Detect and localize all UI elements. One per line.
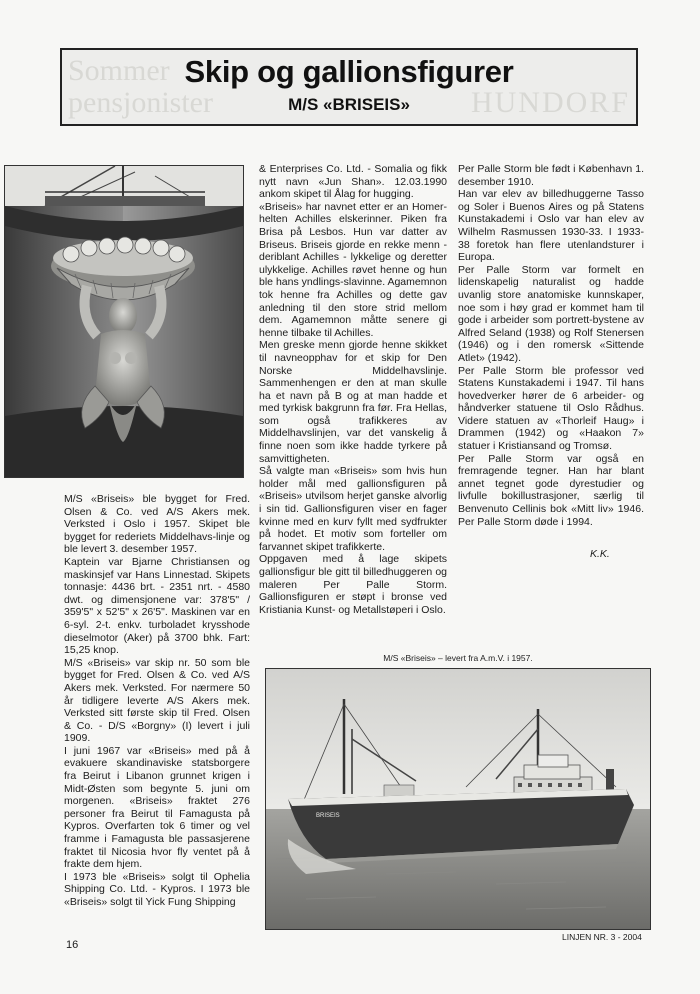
paragraph: Han var elev av billedhuggerne Tasso og Soler i Buenos Aires og på Statens Kunstakademi i Oslo var han elev av Wilhelm Rasmussen 1930-33. I 1933-38 foretok han flere utenlandsturer i Europa.	[458, 188, 644, 264]
paragraph: M/S «Briseis» ble bygget for Fred. Olsen & Co. ved A/S Akers mek. Verksted i Oslo i 1957. Skipet ble bygget for rederiets Middelhavs-linje og ble levert 3. desember 1957.	[64, 493, 250, 556]
paragraph: Per Palle Storm ble født i København 1. desember 1910.	[458, 163, 644, 188]
paragraph: Per Palle Storm ble professor ved Statens Kunstakademi i 1947. Til hans hovedverker hører de 6 arbeider- og håndverker statuene til Oslo Rådhus. Videre statuen av «Thorleif Haug» i Drammen (1942) og «Haakon 7» statuer i Kristiansand og Tromsø.	[458, 364, 644, 453]
paragraph: & Enterprises Co. Ltd. - Somalia og fikk nytt navn «Jun Shan». 12.03.1990 ankom skipet til Ålag for hugging.	[259, 163, 447, 201]
paragraph: «Briseis» har navnet etter er an Homer-helten Achilles elskerinner. Piken fra Brisa på Lesbos. Hun var datter av Briseus. Briseis gjorde en rekke menn - deriblant Achilles - lykkelige og deretter ulykkelige. Achilles røvet henne og hun ble hans yndlings-slavinne. Agamemnon tok henne fra Achilles og dette gav anledning til den store strid mellom dem. Agamemnon måtte senere gi henne tilbake til Achilles.	[259, 200, 447, 339]
paragraph: I 1973 ble «Briseis» solgt til Ophelia Shipping Co. Ltd. - Kypros. I 1973 ble «Briseis» solgt til Yick Fung Shipping	[64, 870, 250, 908]
ship-illustration	[266, 669, 650, 929]
article-column-2	[259, 163, 447, 616]
background-word: Sommer	[68, 54, 170, 87]
article-column-3	[458, 163, 644, 528]
hull-name-lettering: BRISEIS	[316, 813, 340, 819]
author-signature: K.K.	[590, 548, 610, 560]
article-column-1	[64, 493, 250, 909]
background-word: pensjonister	[68, 86, 213, 119]
paragraph: Kaptein var Bjarne Christiansen og maskinsjef var Hans Linnestad. Skipets tonnasje: 4436 brt. - 2351 nrt. - 4580 dwt. og dimensjonene var: 378'5" / 359'5" x 52'5" x 26'5". Maskinen var en 6-syl. 2-t. enkv. turboladet krysshode dieselmotor (Aker) på 3700 bhk. Fart: 15,25 knop.	[64, 555, 250, 657]
ship-photo	[265, 668, 651, 930]
photo-caption: M/S «Briseis» – levert fra A.m.V. i 1957.	[383, 653, 533, 663]
paragraph: I juni 1967 var «Briseis» med på å evakuere skandinaviske statsborgere fra Beirut i Libanon grunnet krigen i Midt-Østen som begynte 5. juni om morgenen. «Briseis» fraktet 276 personer fra Beirut til Famagusta på Kypros. Overfarten tok 6 timer og vel framme i Famagusta ble passasjerene fraktet til Nicosia hvor fly ventet på å frakte dem hjem.	[64, 744, 250, 871]
page-subtitle: M/S «BRISEIS»	[288, 95, 410, 114]
figurehead-photo	[4, 165, 244, 478]
paragraph: Per Palle Storm var formelt en lidenskapelig naturalist og hadde uvanlig store anatomiske kunnskaper, noe som i høy grad er kommet ham til gode i arbeider som portrett-bystene av Alfred Seland (1938) og Rolf Stenersen (1946) og i den romersk «Sittende Atlet» (1942).	[458, 263, 644, 364]
paragraph: M/S «Briseis» var skip nr. 50 som ble bygget for Fred. Olsen & Co. ved A/S Akers mek. Verksted. For nærmere 50 år tidligere leverte A/S Akers mek. Verksted sitt første skip til Fred. Olsen & Co. - D/S «Borgny» (I) levert i juli 1909.	[64, 656, 250, 745]
figurehead-illustration	[5, 166, 243, 477]
paragraph: Så valgte man «Briseis» som hvis hun holder mål med gallionsfiguren på «Briseis» utvilsom herjet ganske alvorlig i sin tid. Gallionsfiguren viser en fager kvinne med en kurv fyllt med sydfrukter på hodet. Et motiv som forteller om farvannet skipet trafikkerte.	[259, 465, 447, 553]
paragraph: Oppgaven med å lage skipets gallionsfigur ble gitt til billedhuggeren og maleren Per Palle Storm. Gallionsfiguren er støpt i bronse ved Kristiania Kunst- og Metallstøperi i Oslo.	[259, 553, 447, 616]
paragraph: Per Palle Storm var også en fremragende tegner. Han har blant annet tegnet gode dyrestudier og livfulle bokillustrasjoner, særlig til Benvenuto Cellinis bok «Mitt liv» 1946. Per Palle Storm døde i 1994.	[458, 452, 644, 528]
page-title: Skip og gallionsfigurer	[184, 54, 514, 89]
background-word: HUNDORF	[470, 86, 630, 119]
page-number: 16	[66, 939, 79, 951]
paragraph: Men greske menn gjorde henne skikket til navneopphav for et skip for Den Norske Middelhavslinje. Sammenhengen er den at man skulle ha et navn på B og at man hadde et med tyrkisk bakgrunn fra før. Fra Hellas, som også trafikkeres av Middelhavslinjen, var det vanskelig å finne noen som ikke hadde tyrkere på samvittigheten.	[259, 339, 447, 465]
issue-label: LINJEN NR. 3 - 2004	[562, 932, 642, 942]
title-banner	[60, 48, 638, 126]
